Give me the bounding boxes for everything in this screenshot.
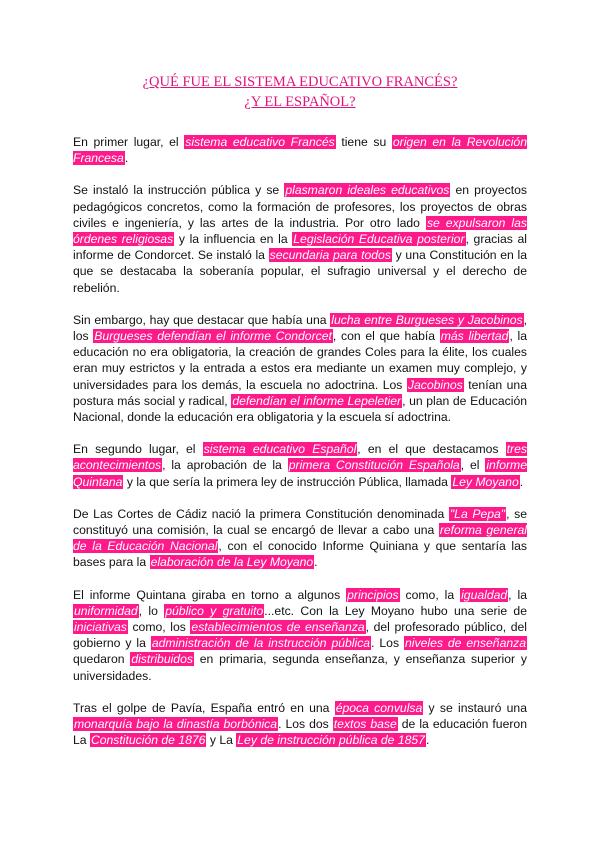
body-text: tenían una postura más social y radical, <box>73 377 527 408</box>
body-text: , la educación no era obligatoria, la creación de grandes Coles para la élite, los cuales eran muy estrictos y la entrada a estos era mediante un examen muy complejo, y universidades para los demás, la escuela no adoctrina. Los <box>73 329 528 392</box>
body-text: ...etc. Con la Ley Moyano hubo una serie de <box>264 603 527 618</box>
title-line-1: ¿QUÉ FUE EL SISTEMA EDUCATIVO FRANCÉS? <box>142 74 458 90</box>
highlighted-phrase: secundaria para todos <box>269 248 391 263</box>
highlighted-phrase: época convulsa <box>335 700 423 715</box>
body-text: El informe Quintana giraba en torno a algunos <box>73 587 347 602</box>
body-text: , lo <box>138 603 165 618</box>
body-text: de la educación fueron La <box>73 717 527 748</box>
highlighted-phrase: iniciativas <box>74 620 127 635</box>
highlighted-phrase: plasmaron ideales educativos <box>285 183 450 198</box>
body-text: y la que sería la primera ley de instrucción Pública, llamada <box>123 474 452 489</box>
paragraph-5 <box>73 506 527 571</box>
body-text: y la influencia en la <box>174 232 293 247</box>
body-text: como, la <box>399 587 461 602</box>
highlighted-phrase: Burgueses defendían el informe Condorcet <box>94 329 332 344</box>
body-text: Sin embargo, hay que destacar que había una <box>73 312 331 327</box>
paragraph-3 <box>73 312 527 425</box>
paragraph-1 <box>73 134 527 166</box>
highlighted-phrase: niveles de enseñanza <box>405 636 526 651</box>
body-text: como, los <box>127 620 191 635</box>
body-text: y La <box>206 733 237 748</box>
body-text: en proyectos pedagógicos concretos, como la formación de profesores, los proyectos de obras civiles e ingeniería, y las artes de la industria. Por otro lado <box>73 183 528 230</box>
body-text: En primer lugar, el <box>73 135 185 149</box>
highlighted-phrase: se expulsaron las órdenes religiosas <box>73 215 527 247</box>
highlighted-phrase: Constitución de 1876 <box>90 733 206 748</box>
highlighted-phrase: elaboración de la Ley Moyano <box>150 555 314 570</box>
highlighted-phrase: "La Pepa" <box>449 506 506 521</box>
highlighted-phrase: primera Constitución Española <box>288 458 460 473</box>
body-text: Tras el golpe de Pavía, España entró en una <box>73 700 335 715</box>
body-text: , en el que destacamos <box>357 442 506 457</box>
highlighted-phrase: Ley de instrucción pública de 1857 <box>237 733 425 748</box>
paragraph-4 <box>73 441 527 490</box>
body-text: tiene su <box>335 135 392 149</box>
body-text: . Los <box>371 636 404 651</box>
body-text: , la aprobación de la <box>162 458 288 473</box>
body-text: , con el conocido Informe Quiniana y que sentaría las bases para la <box>73 539 527 570</box>
highlighted-phrase: más libertad <box>440 329 509 344</box>
highlighted-phrase: origen en la Revolución Francesa <box>73 135 527 166</box>
body-text: En segundo lugar, el <box>73 442 203 457</box>
body-text: . Los dos <box>278 717 333 732</box>
highlighted-phrase: principios <box>347 587 399 602</box>
body-text: . <box>425 733 430 748</box>
body-text: . <box>519 474 524 489</box>
body-text: en primaria, segunda enseñanza, y enseñanza superior y universidades. <box>73 652 527 683</box>
highlighted-phrase: sistema educativo Francés <box>185 135 335 149</box>
document-body <box>73 134 527 749</box>
highlighted-phrase: uniformidad <box>74 603 138 618</box>
body-text: y se instauró una <box>423 700 527 715</box>
document-title <box>73 72 527 112</box>
paragraph-7 <box>73 700 527 749</box>
body-text: y una Constitución en la que se destacaba la soberanía popular, el sufragio universal y el derecho de rebelión. <box>73 248 527 295</box>
highlighted-phrase: Ley Moyano <box>452 474 519 489</box>
highlighted-phrase: reforma general de la Educación Nacional <box>73 523 527 554</box>
highlighted-phrase: distribuidos <box>131 652 193 667</box>
highlighted-phrase: Legislación Educativa posterior <box>293 232 465 247</box>
highlighted-phrase: establecimientos de enseñanza <box>191 620 365 635</box>
highlighted-phrase: sistema educativo Español <box>203 442 357 457</box>
highlighted-phrase: textos base <box>333 717 397 732</box>
body-text: , el <box>460 458 486 473</box>
highlighted-phrase: monarquía bajo la dinastía borbónica <box>74 717 278 732</box>
body-text: , un plan de Educación Nacional, donde la educación era obligatoria y la escuela sí adoctrina. <box>73 393 527 425</box>
highlighted-phrase: informe Quintana <box>73 458 527 489</box>
highlighted-phrase: público y gratuito <box>165 603 264 618</box>
highlighted-phrase: igualdad <box>461 587 508 602</box>
title-line-2: ¿Y EL ESPAÑOL? <box>244 94 356 110</box>
body-text: De Las Cortes de Cádiz nació la primera Constitución denominada <box>73 506 449 521</box>
highlighted-phrase: lucha entre Burgueses y Jacobinos <box>331 312 523 327</box>
body-text: Se instaló la instrucción pública y se <box>73 183 285 198</box>
highlighted-phrase: Jacobinos <box>407 377 463 392</box>
body-text: quedaron <box>73 652 131 667</box>
body-text: , del profesorado público, del gobierno y la <box>73 620 527 651</box>
highlighted-phrase: defendían el informe Lepeletier <box>232 393 402 408</box>
body-text: . <box>124 151 129 166</box>
body-text: . <box>314 555 318 570</box>
highlighted-phrase: tres acontecimientos <box>73 442 527 473</box>
highlighted-phrase: administración de la instrucción pública <box>151 636 371 651</box>
paragraph-6 <box>73 587 527 684</box>
body-text: , los <box>73 312 527 344</box>
body-text: , gracias al informe de Condorcet. Se instaló la <box>73 232 527 263</box>
body-text: , la <box>508 587 527 602</box>
body-text: , se constituyó una comisión, la cual se encargó de llevar a cabo una <box>73 506 527 538</box>
paragraph-2 <box>73 182 527 295</box>
body-text: , con el que había <box>332 329 440 344</box>
